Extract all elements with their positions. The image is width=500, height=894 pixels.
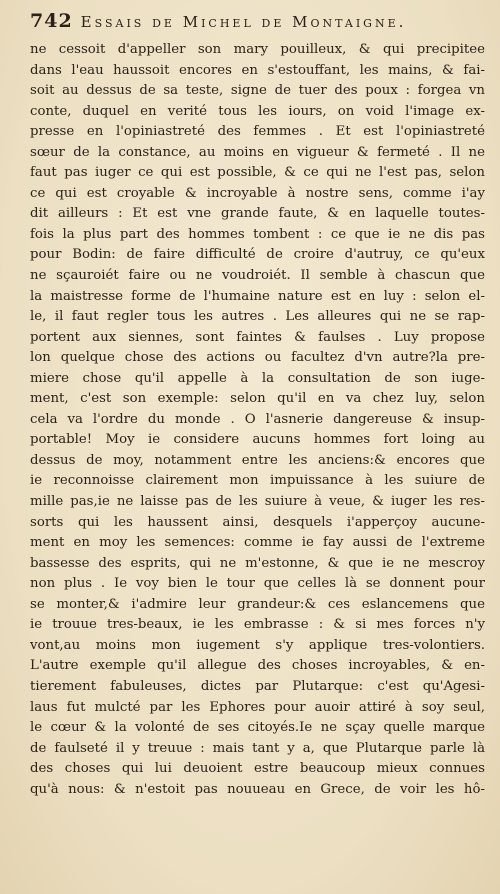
- text-line: sœur de la constance, au moins en vigueur & fermeté . Il ne: [30, 144, 485, 160]
- page-number: 742: [30, 10, 73, 32]
- text-line: dit ailleurs : Et est vne grande faute, & en laquelle toutes-: [30, 206, 485, 222]
- text-line: la maistresse forme de l'humaine nature est en luy : selon el-: [30, 288, 485, 304]
- text-line: laus fut mulcté par les Ephores pour auoir attiré à soy seul,: [30, 699, 485, 715]
- body-text: [30, 40, 485, 800]
- text-line: dessus de moy, notamment entre les anciens:& encores que: [30, 452, 485, 468]
- text-line: fois la plus part des hommes tombent : ce que ie ne dis pas: [30, 226, 485, 242]
- text-line: lon quelque chose des actions ou facultez d'vn autre?la pre-: [30, 350, 485, 366]
- text-line: ne cessoit d'appeller son mary pouilleux, & qui precipitee: [30, 42, 485, 57]
- text-line: mille pas,ie ne laisse pas de les suiure à veue, & iuger les res-: [30, 494, 485, 510]
- text-line: pour Bodin: de faire difficulté de croire d'autruy, ce qu'eux: [30, 247, 485, 263]
- text-line: ment en moy les semences: comme ie fay aussi de l'extreme: [30, 535, 485, 551]
- text-line: ie reconnoisse clairement mon impuissance à les suiure de: [30, 473, 485, 489]
- text-line: conte, duquel en verité tous les iours, on void l'image ex-: [30, 103, 485, 119]
- text-line: presse en l'opiniastreté des femmes . Et est l'opiniastreté: [30, 124, 485, 140]
- text-line: portent aux siennes, sont faintes & faulses . Luy propose: [30, 329, 485, 345]
- running-title: Essais de Michel de Montaigne.: [80, 13, 407, 31]
- text-line: le cœur & la volonté de ses citoyés.Ie ne sçay quelle marque: [30, 720, 485, 736]
- text-line: ne sçauroiét faire ou ne voudroiét. Il semble à chascun que: [30, 268, 485, 284]
- text-line: ce qui est croyable & incroyable à nostre sens, comme i'ay: [30, 185, 485, 201]
- text-line: ment, c'est son exemple: selon qu'il en va chez luy, selon: [30, 391, 485, 407]
- text-line: tierement fabuleuses, dictes par Plutarque: c'est qu'Agesi-: [30, 678, 485, 694]
- text-line: bassesse des esprits, qui ne m'estonne, & que ie ne mescroy: [30, 555, 485, 571]
- text-line: miere chose qu'il appelle à la consultation de son iuge-: [30, 370, 485, 386]
- text-line: ie trouue tres-beaux, ie les embrasse : & si mes forces n'y: [30, 617, 485, 633]
- text-line: se monter,& i'admire leur grandeur:& ces eslancemens que: [30, 596, 485, 612]
- text-line: qu'à nous: & n'estoit pas nouueau en Grece, de voir les hô-: [30, 781, 485, 797]
- text-line: dans l'eau haussoit encores en s'estouffant, les mains, & fai-: [30, 62, 485, 78]
- text-line: soit au dessus de sa teste, signe de tuer des poux : forgea vn: [30, 83, 485, 99]
- text-line: L'autre exemple qu'il allegue des choses incroyables, & en-: [30, 658, 485, 674]
- text-line: non plus . Ie voy bien le tour que celles là se donnent pour: [30, 576, 485, 592]
- text-line: de faulseté il y treuue : mais tant y a, que Plutarque parle là: [30, 740, 485, 756]
- text-line: des choses qui lui deuoient estre beaucoup mieux connues: [30, 761, 485, 777]
- text-line: vont,au moins mon iugement s'y applique tres-volontiers.: [30, 637, 485, 653]
- text-line: cela va l'ordre du monde . O l'asnerie dangereuse & insup-: [30, 411, 485, 427]
- text-line: sorts qui les haussent ainsi, desquels i'apperçoy aucune-: [30, 514, 485, 530]
- text-line: portable! Moy ie considere aucuns hommes fort loing au: [30, 432, 485, 448]
- running-head: [30, 10, 480, 36]
- text-line: le, il faut regler tous les autres . Les alleures qui ne se rap-: [30, 309, 485, 325]
- text-line: faut pas iuger ce qui est possible, & ce qui ne l'est pas, selon: [30, 165, 485, 181]
